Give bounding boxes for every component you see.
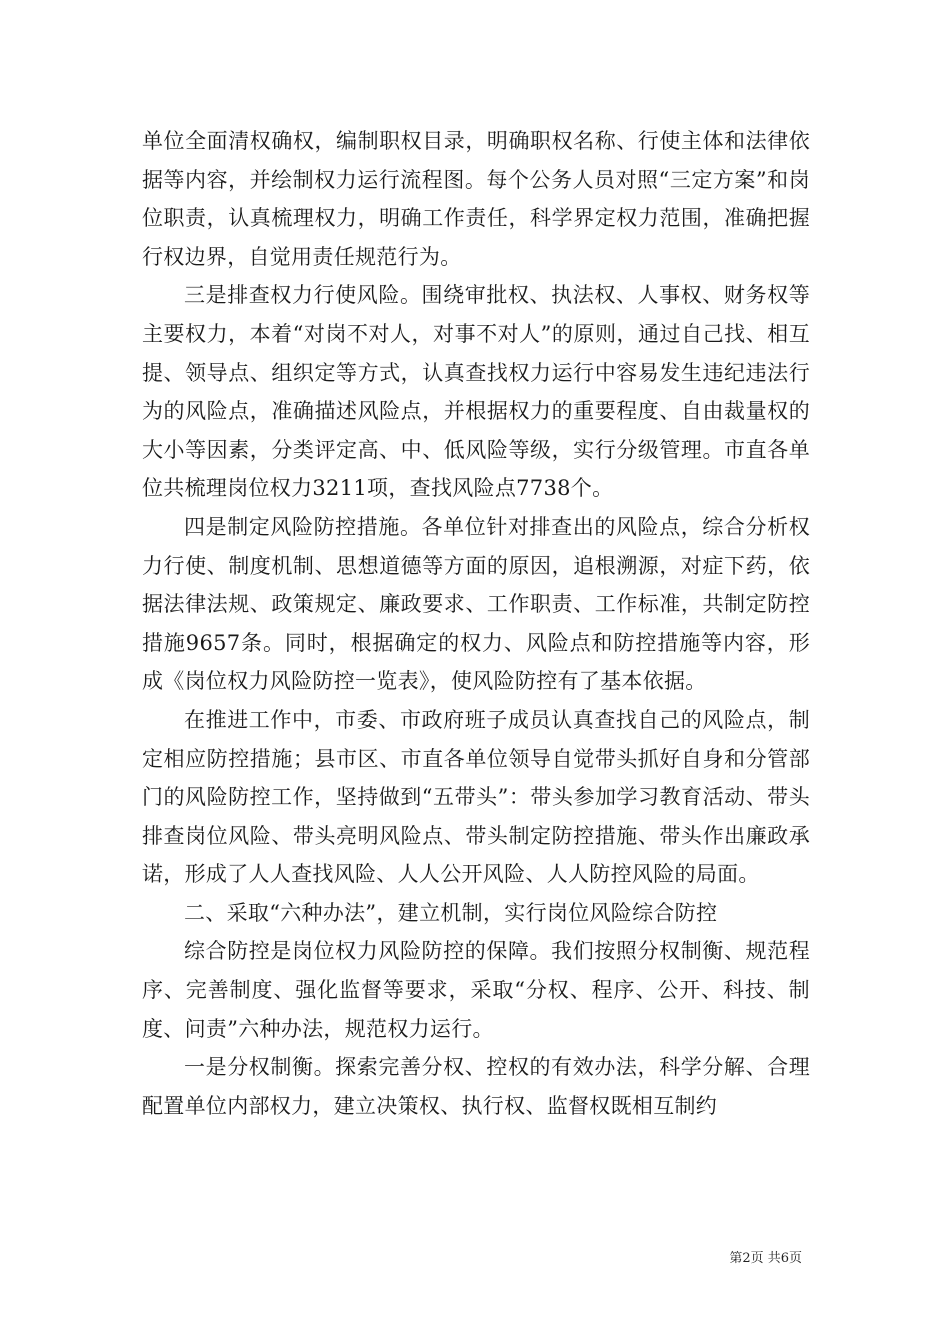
section-heading: 二、采取“六种办法”，建立机制，实行岗位风险综合防控 (184, 900, 718, 925)
body-text (142, 122, 810, 1125)
paragraph-1: 单位全面清权确权，编制职权目录，明确职权名称、行使主体和法律依据等内容，并绘制权力运行流程图。每个公务人员对照“三定方案”和岗位职责，认真梳理权力，明确工作责任，科学界定权力范围，准确把握行权边界，自觉用责任规范行为。 (142, 129, 810, 269)
paragraph-5: 综合防控是岗位权力风险防控的保障。我们按照分权制衡、规范程序、完善制度、强化监督等要求，采取“分权、程序、公开、科技、制度、问责”六种办法，规范权力运行。 (142, 939, 810, 1041)
paragraph-2: 三是排查权力行使风险。围绕审批权、执法权、人事权、财务权等主要权力，本着“对岗不对人，对事不对人”的原则，通过自己找、相互提、领导点、组织定等方式，认真查找权力运行中容易发生违纪违法行为的风险点，准确描述风险点，并根据权力的重要程度、自由裁量权的大小等因素，分类评定高、中、低风险等级，实行分级管理。市直各单位共梳理岗位权力3211项，查找风险点7738个。 (142, 283, 810, 501)
page-footer: 第2页 共6页 (729, 1251, 802, 1266)
paragraph-3: 四是制定风险防控措施。各单位针对排查出的风险点，综合分析权力行使、制度机制、思想道德等方面的原因，追根溯源，对症下药，依据法律法规、政策规定、廉政要求、工作职责、工作标准，共制定防控措施9657条。同时，根据确定的权力、风险点和防控措施等内容，形成《岗位权力风险防控一览表》，使风险防控有了基本依据。 (142, 514, 810, 694)
paragraph-6: 一是分权制衡。探索完善分权、控权的有效办法，科学分解、合理配置单位内部权力，建立决策权、执行权、监督权既相互制约 (142, 1055, 810, 1118)
paragraph-4: 在推进工作中，市委、市政府班子成员认真查找自己的风险点，制定相应防控措施；县市区、市直各单位领导自觉带头抓好自身和分管部门的风险防控工作，坚持做到“五带头”：带头参加学习教育活动、带头排查岗位风险、带头亮明风险点、带头制定防控措施、带头作出廉政承诺，形成了人人查找风险、人人公开风险、人人防控风险的局面。 (142, 707, 810, 887)
